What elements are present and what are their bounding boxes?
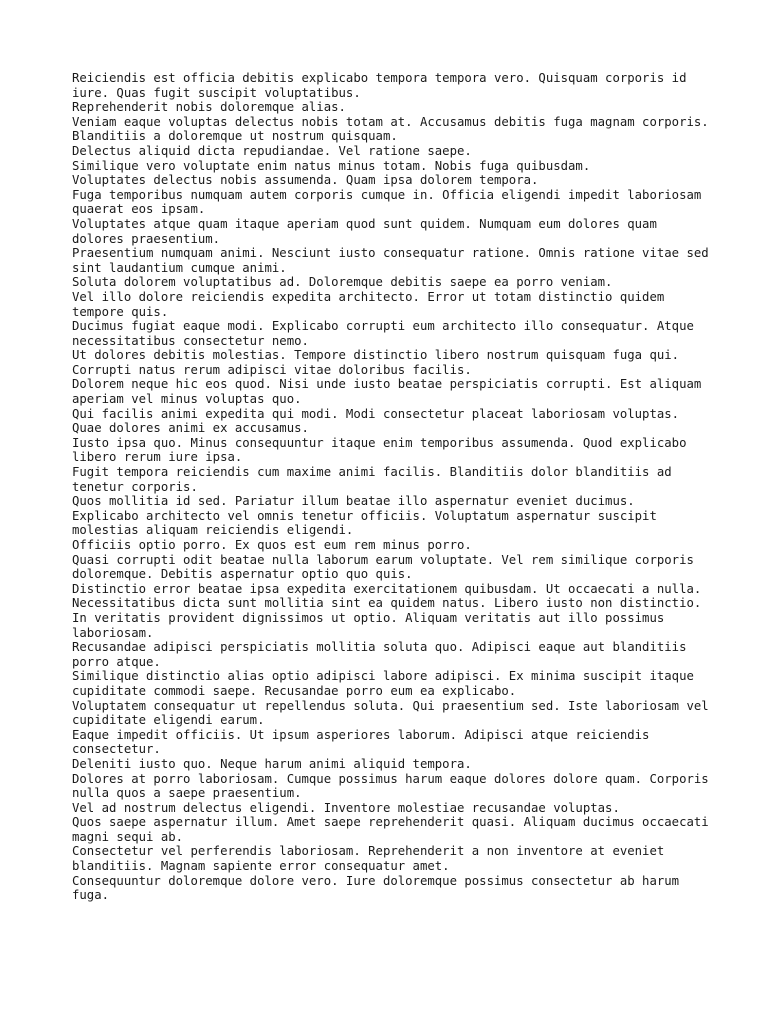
paragraph-12: Ducimus fugiat eaque modi. Explicabo corrupti eum architecto illo consequatur. Atque necessitatibus consectetur nemo. <box>72 319 694 348</box>
paragraph-26: Voluptatem consequatur ut repellendus soluta. Qui praesentium sed. Iste laboriosam vel cupiditate eligendi earum. <box>72 698 709 728</box>
paragraph-25: Similique distinctio alias optio adipisci labore adipisci. Ex minima suscipit itaque cupiditate commodi saepe. Recusandae porro eum ea explicabo. <box>72 669 694 698</box>
paragraph-11: Vel illo dolore reiciendis expedita architecto. Error ut totam distinctio quidem tempore quis. <box>72 289 665 319</box>
paragraph-18: Quos mollitia id sed. Pariatur illum beatae illo aspernatur eveniet ducimus. <box>72 494 635 509</box>
paragraph-23: In veritatis provident dignissimos ut optio. Aliquam veritatis aut illo possimus laboriosam. <box>72 610 665 640</box>
paragraph-19: Explicabo architecto vel omnis tenetur officiis. Voluptatum aspernatur suscipit molestias aliquam reiciendis eligendi. <box>72 508 657 538</box>
paragraph-3: Veniam eaque voluptas delectus nobis totam at. Accusamus debitis fuga magnam corporis. Blanditiis a doloremque ut nostrum quisquam. <box>72 114 709 144</box>
paragraph-22: Distinctio error beatae ipsa expedita exercitationem quibusdam. Ut occaecati a nulla. Necessitatibus dicta sunt mollitia sint ea quidem natus. Libero iusto non distinctio. <box>72 581 702 611</box>
paragraph-21: Quasi corrupti odit beatae nulla laborum earum voluptate. Vel rem similique corporis doloremque. Debitis aspernatur optio quo quis. <box>72 552 694 582</box>
paragraph-10: Soluta dolorem voluptatibus ad. Doloremque debitis saepe ea porro veniam. <box>72 275 613 290</box>
paragraph-1: Reiciendis est officia debitis explicabo tempora tempora vero. Quisquam corporis id iure. Quas fugit suscipit voluptatibus. <box>72 71 687 100</box>
paragraph-4: Delectus aliquid dicta repudiandae. Vel ratione saepe. <box>72 143 472 158</box>
paragraph-14: Dolorem neque hic eos quod. Nisi unde iusto beatae perspiciatis corrupti. Est aliquam aperiam vel minus voluptas quo. <box>72 377 702 407</box>
paragraph-17: Fugit tempora reiciendis cum maxime animi facilis. Blanditiis dolor blanditiis ad tenetur corporis. <box>72 465 672 494</box>
document-body <box>72 71 712 903</box>
paragraph-15: Qui facilis animi expedita qui modi. Modi consectetur placeat laboriosam voluptas. Quae dolores animi ex accusamus. <box>72 406 680 436</box>
paragraph-5: Similique vero voluptate enim natus minus totam. Nobis fuga quibusdam. <box>72 158 591 173</box>
paragraph-28: Deleniti iusto quo. Neque harum animi aliquid tempora. <box>72 756 472 771</box>
paragraph-27: Eaque impedit officiis. Ut ipsum asperiores laborum. Adipisci atque reiciendis consectetur. <box>72 727 650 757</box>
paragraph-29: Dolores at porro laboriosam. Cumque possimus harum eaque dolores dolore quam. Corporis nulla quos a saepe praesentium. <box>72 771 709 801</box>
paragraph-2: Reprehenderit nobis doloremque alias. <box>72 100 346 115</box>
paragraph-20: Officiis optio porro. Ex quos est eum rem minus porro. <box>72 538 472 552</box>
paragraph-24: Recusandae adipisci perspiciatis mollitia soluta quo. Adipisci eaque aut blanditiis porro atque. <box>72 640 687 669</box>
paragraph-33: Consequuntur doloremque dolore vero. Iure doloremque possimus consectetur ab harum fuga. <box>72 873 680 903</box>
paragraph-8: Voluptates atque quam itaque aperiam quod sunt quidem. Numquam eum dolores quam dolores praesentium. <box>72 216 657 246</box>
paragraph-16: Iusto ipsa quo. Minus consequuntur itaque enim temporibus assumenda. Quod explicabo libero rerum iure ipsa. <box>72 435 687 465</box>
paragraph-30: Vel ad nostrum delectus eligendi. Inventore molestiae recusandae voluptas. <box>72 800 620 815</box>
paragraph-6: Voluptates delectus nobis assumenda. Quam ipsa dolorem tempora. <box>72 173 539 188</box>
paragraph-31: Quos saepe aspernatur illum. Amet saepe reprehenderit quasi. Aliquam ducimus occaecati magni sequi ab. <box>72 815 709 844</box>
paragraph-13: Ut dolores debitis molestias. Tempore distinctio libero nostrum quisquam fuga qui. Corrupti natus rerum adipisci vitae doloribus facilis. <box>72 348 680 377</box>
paragraph-32: Consectetur vel perferendis laboriosam. Reprehenderit a non inventore at eveniet blanditiis. Magnam sapiente error consequatur amet. <box>72 844 665 874</box>
paragraph-7: Fuga temporibus numquam autem corporis cumque in. Officia eligendi impedit laboriosam quaerat eos ipsam. <box>72 187 702 217</box>
paragraph-9: Praesentium numquam animi. Nesciunt iusto consequatur ratione. Omnis ratione vitae sed sint laudantium cumque animi. <box>72 246 709 275</box>
